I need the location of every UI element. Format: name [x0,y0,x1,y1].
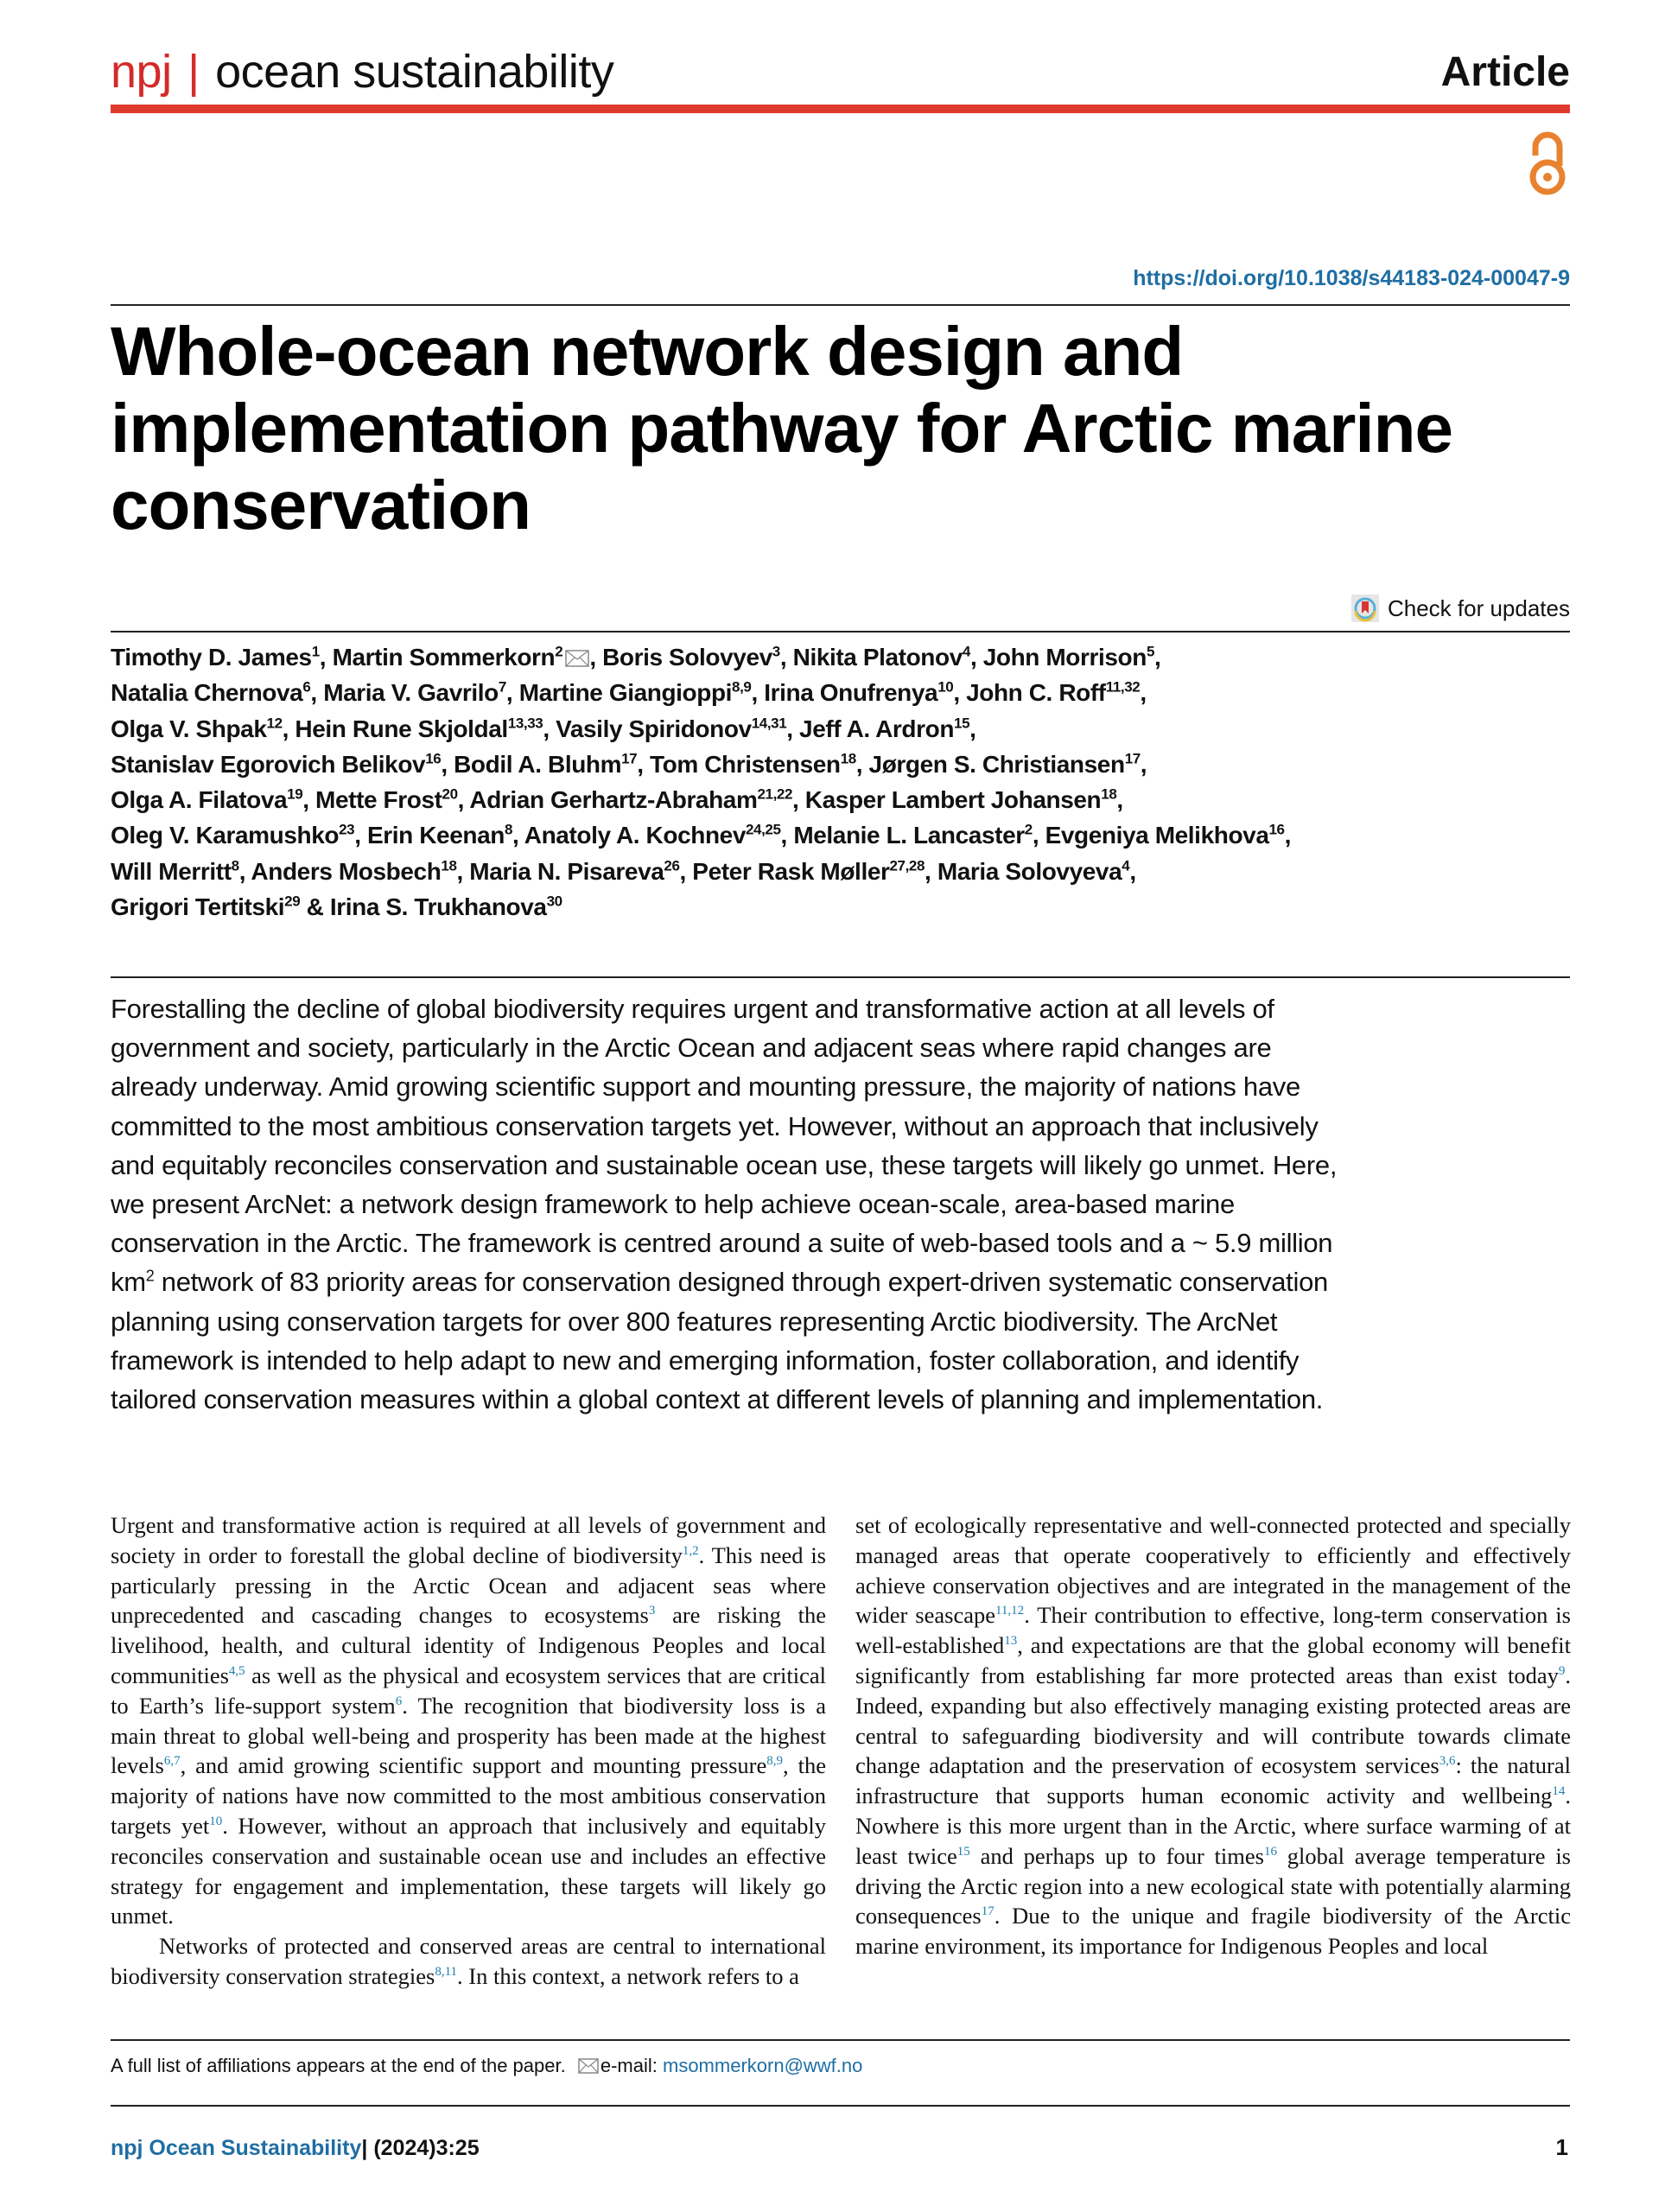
title-divider [111,304,1570,306]
author-name[interactable]: Jørgen S. Christiansen [868,750,1125,778]
author-separator: , [751,679,765,707]
author-name[interactable]: Mette Frost [315,786,442,814]
author-affiliation: 14,31 [751,715,787,732]
footer-divider [111,2105,1570,2107]
author-affiliation: 27,28 [889,857,925,874]
author-name[interactable]: Nikita Platonov [792,644,963,671]
author-separator: & [300,893,330,921]
author-name[interactable]: Melanie L. Lancaster [793,822,1025,849]
footer-volume-citation: (2024)3:25 [373,2136,480,2160]
author-affiliation: 18 [840,750,856,767]
author-separator: , [1154,644,1161,671]
author-name[interactable]: Boris Solovyev [602,644,772,671]
header-divider [111,105,1570,113]
footer-separator: | [361,2136,368,2160]
author-affiliation: 4 [1122,857,1130,874]
author-separator: , [441,750,454,778]
author-name[interactable]: Timothy D. James [111,644,312,671]
reference-citation[interactable]: 3,6 [1439,1754,1456,1769]
author-name[interactable]: Anders Mosbech [251,857,442,885]
author-line [111,639,1407,675]
body-paragraph: Urgent and transformative action is required at all levels of government and society in order to forestall the global decline of biodiversity$^{1,2}$. This need is particularly pressing in the Arctic Ocean and adjacent seas where unprecedented and cascading changes to ecosystems$^3$ are risking the livelihood, health, and cultural identity of Indigenous Peoples and local communities$^{4,5}$ as well as the physical and ecosystem services that are critical to Earth’s life-support system$^6$. The recognition that biodiversity loss is a main threat to global well-being and prosperity has been made at the highest levels$^{6,7}$, and amid growing scientific support and mounting pressure$^{8,9}$, the majority of nations have now committed to the most ambitious conservation targets yet$^{10}$. However, without an approach that inclusively and equitably reconciles conservation and sustainable ocean use and includes an effective strategy for engagement and implementation, these targets will likely go unmet. [111,1512,826,1929]
author-affiliation: 18 [441,857,457,874]
author-separator: , [238,857,251,885]
author-name[interactable]: Stanislav Egorovich Belikov [111,750,426,778]
author-separator: , [512,822,524,849]
author-name[interactable]: Kasper Lambert Johansen [804,786,1102,814]
author-affiliation: 18 [1101,785,1117,803]
author-affiliation: 7 [498,678,506,696]
author-separator: , [1284,822,1291,849]
author-affiliation: 11,32 [1105,678,1141,696]
author-name[interactable]: Evgeniya Melikhova [1045,822,1269,849]
doi-link[interactable]: https://doi.org/10.1038/s44183-024-00047-9 [1133,266,1570,290]
reference-citation[interactable]: 3 [648,1604,656,1618]
article-title: Whole-ocean network design and implementation pathway for Arctic marine conservation [111,313,1452,543]
author-affiliation: 2 [555,643,563,660]
author-name[interactable]: Irina Onufrenya [764,679,938,707]
author-list [111,639,1407,925]
author-separator: , [589,644,603,671]
author-separator: , [679,857,693,885]
reference-citation[interactable]: 8,9 [766,1754,784,1769]
author-separator: , [780,822,794,849]
author-separator: , [1116,786,1123,814]
author-affiliation: 15 [954,715,970,732]
reference-citation[interactable]: 17 [981,1904,995,1919]
author-affiliation: 23 [339,822,355,839]
check-for-updates-icon [1351,594,1379,622]
author-separator: , [505,679,519,707]
author-separator: , [543,715,556,742]
body-paragraph: Networks of protected and conserved areas are central to international biodiversity conservation strategies$^{8,11}$. In this context, a network refers to a [111,1933,826,1989]
journal-logo[interactable] [111,41,613,102]
body-column-right [855,1510,1571,1961]
author-separator: , [925,857,937,885]
author-affiliation: 20 [442,785,458,803]
abstract [111,989,1338,1419]
author-name[interactable]: Maria Solovyeva [937,857,1122,885]
author-affiliation: 4 [962,643,970,660]
email-label: e-mail: [600,2055,658,2076]
author-affiliation: 1 [311,643,320,660]
author-separator: , [969,644,983,671]
envelope-icon[interactable] [565,650,589,667]
author-affiliation: 30 [546,893,562,910]
journal-prefix: npj [111,46,172,98]
reference-citation[interactable]: 6,7 [163,1754,181,1769]
author-separator: , [855,750,869,778]
author-affiliation: 5 [1146,643,1155,660]
author-line [111,854,1407,889]
author-line [111,889,1407,925]
footnote-divider [111,2039,1570,2041]
author-affiliation: 26 [664,857,680,874]
author-name[interactable]: Oleg V. Karamushko [111,822,340,849]
author-affiliation: 17 [621,750,638,767]
author-separator: , [969,715,976,742]
author-name[interactable]: Martin Sommerkorn [332,644,556,671]
reference-citation[interactable]: 15 [956,1844,970,1859]
reference-citation[interactable]: 8,11 [435,1965,458,1980]
reference-citation[interactable]: 4,5 [228,1664,245,1679]
abstract-superscript: 2 [145,1268,155,1286]
author-name[interactable]: Grigori Tertitski [111,893,285,921]
author-name[interactable]: Tom Christensen [650,750,841,778]
author-line [111,817,1407,853]
author-affiliation: 8,9 [732,678,752,696]
author-line [111,782,1407,817]
author-affiliation: 8 [504,822,513,839]
footer-journal-link[interactable]: npj Ocean Sustainability [111,2136,362,2160]
author-name[interactable]: Natalia Chernova [111,679,303,707]
reference-citation[interactable]: 16 [1263,1844,1277,1859]
author-separator: , [457,786,470,814]
author-affiliation: 8 [231,857,239,874]
author-name[interactable]: John C. Roff [966,679,1106,707]
reference-citation[interactable]: 13 [1004,1634,1018,1649]
abstract-text-part1: Forestalling the decline of global biodiversity requires urgent and transformative action at all levels of government and society, particularly in the Arctic Ocean and adjacent seas where rapid changes are already underway. Amid growing scientific support and mounting pressure, the majority of nations have committed to the most ambitious conservation targets yet. However, without an approach that inclusively and equitably reconciles conservation and sustainable ocean use, these targets will likely go unmet. Here, we present ArcNet: a network design framework to help achieve ocean-scale, area-based marine conservation in the Arctic. The framework is centred around a suite of web-based tools and a ~ 5.9 million km [111,994,1338,1298]
body-paragraph: set of ecologically representative and well-connected protected and specially managed areas that operate cooperatively to efficiently and effectively achieve conservation objectives and are integrated in the management of the wider seascape$^{11,12}$. Their contribution to effective, long-term conservation is well-established$^{13}$, and expectations are that the global economy will benefit significantly from establishing far more protected areas than exist today$^9$. Indeed, expanding but also effectively managing existing protected areas are central to safeguarding biodiversity and will contribute towards climate change adaptation and the preservation of ecosystem services$^{3,6}$: the natural infrastructure that supports human economic activity and wellbeing$^{14}$. Nowhere is this more urgent than in the Arctic, where surface warming of at least twice$^{15}$ and perhaps up to four times$^{16}$ global average temperature is driving the Arctic region into a new ecological state with potentially alarming consequences$^{17}$. Due to the unique and fragile biodiversity of the Arctic marine environment, its importance for Indigenous Peoples and local [855,1512,1571,1960]
author-name[interactable]: Bodil A. Bluhm [454,750,622,778]
author-line [111,747,1407,782]
author-affiliation: 19 [287,785,303,803]
journal-separator: | [187,46,200,98]
footer-citation [111,2136,480,2161]
author-name[interactable]: Vasily Spiridonov [556,715,752,742]
reference-citation[interactable]: 10 [209,1815,223,1829]
author-affiliation: 24,25 [746,822,781,839]
author-separator: , [310,679,324,707]
reference-citation[interactable]: 14 [1552,1784,1566,1799]
authors-divider-top [111,631,1570,632]
author-name[interactable]: Peter Rask Møller [692,857,890,885]
author-separator: , [354,822,367,849]
author-name[interactable]: Hein Rune Skjoldal [295,715,508,742]
open-access-icon [1527,130,1568,197]
author-separator: , [1140,750,1147,778]
affiliations-footnote [111,2055,862,2077]
author-line [111,711,1407,747]
author-name[interactable]: Anatoly A. Kochnev [524,822,746,849]
affiliations-note: A full list of affiliations appears at the end of the paper. [111,2055,566,2076]
author-name[interactable]: Martine Giangioppi [518,679,733,707]
author-name[interactable]: Olga A. Filatova [111,786,288,814]
abstract-text-part2: network of 83 priority areas for conservation designed through expert-driven systematic conservation planning using conservation targets for over 800 features representing Arctic biodiversity. The ArcNet framework is intended to help adapt to new and emerging information, foster collaboration, and identify tailored conservation measures within a global context at different levels of planning and implementation. [111,1267,1328,1415]
author-separator: , [282,715,296,742]
corresponding-email-link[interactable]: msommerkorn@wwf.no [663,2055,863,2076]
author-separator: , [779,644,793,671]
body-column-left [111,1510,826,1992]
author-affiliation: 16 [425,750,442,767]
author-affiliation: 17 [1124,750,1141,767]
author-separator: , [792,786,805,814]
check-for-updates-button[interactable] [1351,594,1570,622]
reference-citation[interactable]: 6 [395,1694,403,1708]
author-separator: , [1032,822,1045,849]
author-separator: , [456,857,470,885]
author-separator: , [953,679,967,707]
author-name[interactable]: Maria V. Gavrilo [323,679,499,707]
author-name[interactable]: Jeff A. Ardron [799,715,955,742]
author-name[interactable]: Will Merritt [111,857,232,885]
author-affiliation: 21,22 [757,785,793,803]
author-affiliation: 3 [772,643,780,660]
author-affiliation: 29 [284,893,301,910]
envelope-icon [578,2058,599,2074]
reference-citation[interactable]: 11,12 [995,1604,1025,1618]
author-name[interactable]: Maria N. Pisareva [469,857,664,885]
author-separator: , [786,715,800,742]
author-name[interactable]: Adrian Gerhartz-Abraham [469,786,758,814]
author-affiliation: 16 [1268,822,1285,839]
abstract-divider [111,976,1570,978]
reference-citation[interactable]: 1,2 [682,1543,699,1558]
page-number: 1 [1555,2134,1568,2160]
reference-citation[interactable]: 9 [1558,1664,1566,1679]
author-name[interactable]: Olga V. Shpak [111,715,267,742]
author-separator: , [302,786,316,814]
journal-name: ocean sustainability [215,46,614,98]
author-affiliation: 12 [266,715,283,732]
author-name[interactable]: Irina S. Trukhanova [329,893,547,921]
author-affiliation: 10 [937,678,954,696]
author-separator: , [637,750,650,778]
author-affiliation: 2 [1024,822,1033,839]
check-for-updates-label: Check for updates [1387,594,1570,621]
author-separator: , [1129,857,1136,885]
author-affiliation: 13,33 [507,715,543,732]
author-line [111,675,1407,710]
author-name[interactable]: Erin Keenan [366,822,505,849]
author-separator: , [1140,679,1147,707]
author-name[interactable]: John Morrison [982,644,1147,671]
author-affiliation: 6 [302,678,311,696]
article-type-label: Article [1440,49,1570,95]
author-separator: , [319,644,333,671]
